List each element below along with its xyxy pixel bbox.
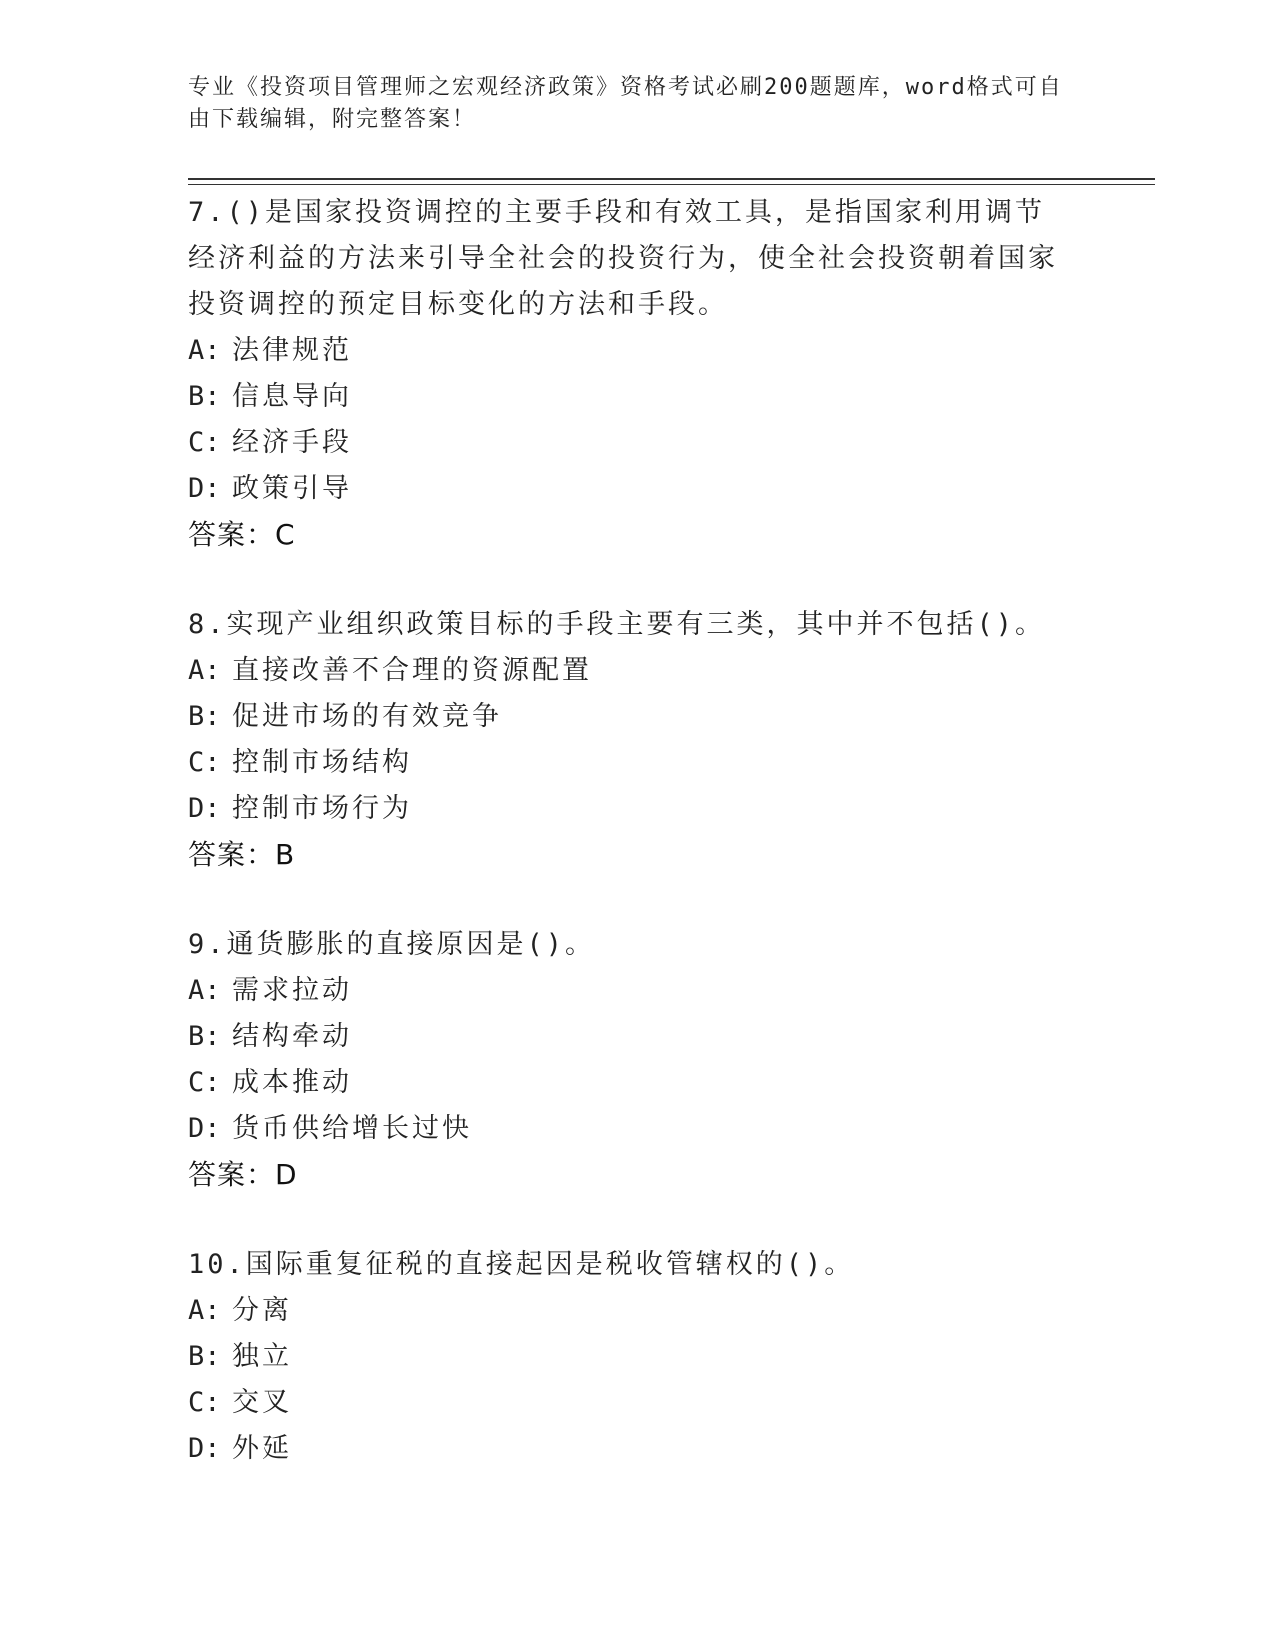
question-9 <box>188 922 1068 1198</box>
question-7 <box>188 190 1068 558</box>
option-text: 独立 <box>232 1341 292 1372</box>
header-rule-thin <box>188 184 1155 185</box>
option-text: 结构牵动 <box>232 1021 352 1052</box>
option-letter: A: <box>188 335 221 366</box>
answer-label: 答案：B <box>188 838 296 871</box>
option-letter: B: <box>188 381 221 412</box>
option-letter: A: <box>188 655 221 686</box>
option-a <box>188 328 1068 374</box>
option-letter: C: <box>188 1387 221 1418</box>
option-b <box>188 1334 1068 1380</box>
option-text: 信息导向 <box>232 381 352 412</box>
option-text: 经济手段 <box>232 427 352 458</box>
option-text: 交叉 <box>232 1387 292 1418</box>
header-rule-thick <box>188 178 1155 180</box>
option-text: 控制市场结构 <box>232 747 412 778</box>
question-stem: 9.通货膨胀的直接原因是()。 <box>188 929 596 960</box>
option-a <box>188 1288 1068 1334</box>
option-d <box>188 466 1068 512</box>
option-text: 政策引导 <box>232 473 352 504</box>
question-list <box>188 190 1068 1472</box>
option-letter: D: <box>188 793 221 824</box>
option-letter: D: <box>188 473 221 504</box>
option-a <box>188 968 1068 1014</box>
question-stem: 7.()是国家投资调控的主要手段和有效工具，是指国家利用调节经济利益的方法来引导全社会的投资行为，使全社会投资朝着国家投资调控的预定目标变化的方法和手段。 <box>188 197 1058 320</box>
option-text: 直接改善不合理的资源配置 <box>232 655 592 686</box>
option-letter: A: <box>188 975 221 1006</box>
question-gap <box>188 1198 1068 1242</box>
option-letter: A: <box>188 1295 221 1326</box>
option-text: 成本推动 <box>232 1067 352 1098</box>
option-text: 外延 <box>232 1433 292 1464</box>
document-header: 专业《投资项目管理师之宏观经济政策》资格考试必刷200题题库，word格式可自由下载编辑，附完整答案！ <box>188 75 1063 132</box>
option-d <box>188 1426 1068 1472</box>
option-letter: D: <box>188 1433 221 1464</box>
option-text: 法律规范 <box>232 335 352 366</box>
option-b <box>188 694 1068 740</box>
option-c <box>188 740 1068 786</box>
option-c <box>188 1060 1068 1106</box>
question-10 <box>188 1242 1068 1472</box>
option-letter: D: <box>188 1113 221 1144</box>
option-d <box>188 1106 1068 1152</box>
option-letter: C: <box>188 427 221 458</box>
option-letter: B: <box>188 1341 221 1372</box>
answer-label: 答案：D <box>188 1158 298 1191</box>
option-letter: C: <box>188 1067 221 1098</box>
option-letter: C: <box>188 747 221 778</box>
option-b <box>188 374 1068 420</box>
question-gap <box>188 878 1068 922</box>
option-text: 货币供给增长过快 <box>232 1113 472 1144</box>
option-text: 控制市场行为 <box>232 793 412 824</box>
option-c <box>188 1380 1068 1426</box>
option-c <box>188 420 1068 466</box>
option-b <box>188 1014 1068 1060</box>
question-stem: 8.实现产业组织政策目标的手段主要有三类，其中并不包括()。 <box>188 609 1046 640</box>
option-text: 分离 <box>232 1295 292 1326</box>
option-d <box>188 786 1068 832</box>
question-gap <box>188 558 1068 602</box>
option-letter: B: <box>188 701 221 732</box>
option-a <box>188 648 1068 694</box>
option-text: 需求拉动 <box>232 975 352 1006</box>
option-letter: B: <box>188 1021 221 1052</box>
question-8 <box>188 602 1068 878</box>
answer-label: 答案：C <box>188 518 296 551</box>
question-stem: 10.国际重复征税的直接起因是税收管辖权的()。 <box>188 1249 855 1280</box>
option-text: 促进市场的有效竞争 <box>232 701 502 732</box>
